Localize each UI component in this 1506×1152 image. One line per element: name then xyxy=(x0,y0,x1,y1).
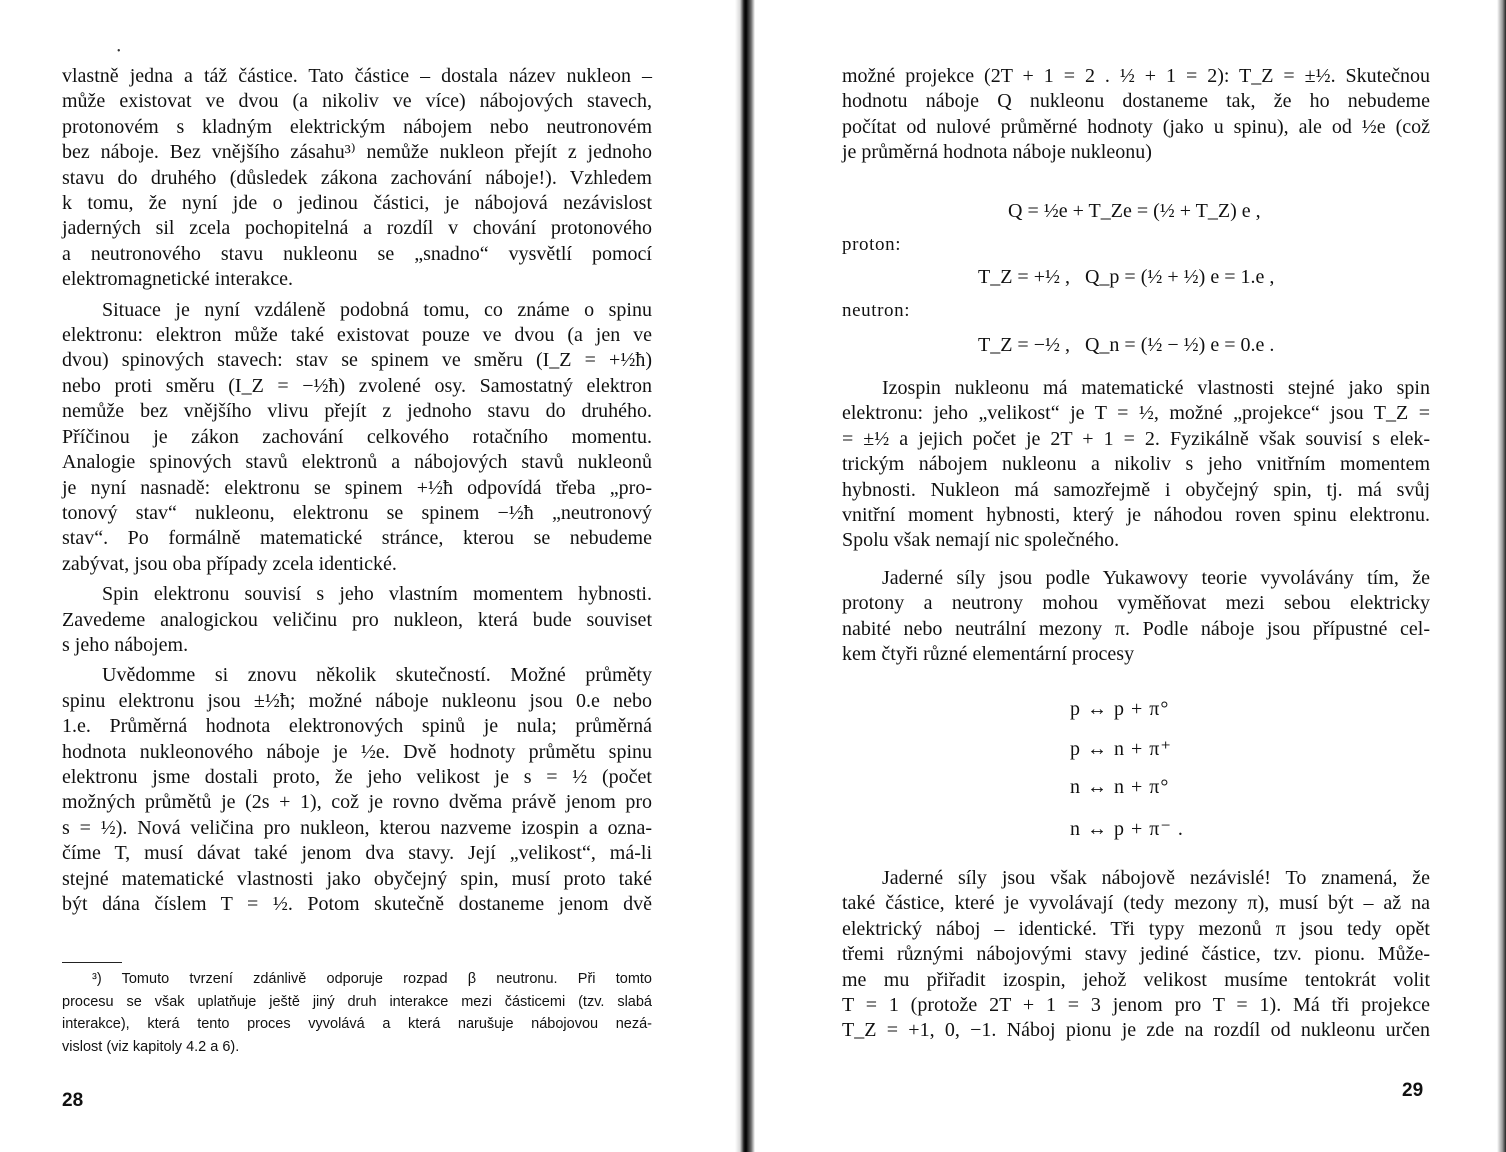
reaction-4: n ↔ p + π⁻ . xyxy=(1070,818,1184,840)
page-number-left: 28 xyxy=(62,1090,84,1111)
page-number-right: 29 xyxy=(1402,1080,1424,1101)
reaction-2: p ↔ n + π⁺ xyxy=(1070,738,1172,760)
equation-neutron: T_Z = −½ , Q_n = (½ − ½) e = 0.e . xyxy=(978,334,1275,356)
right-paragraph-1: možné projekce (2T + 1 = 2 . ½ + 1 = 2): T_Z = ±½. Skutečnou hodnotu náboje Q nukleonu dostaneme tak, že ho nebudeme počítat od nulové průměrné hodnoty (jako u spinu), ale od ½e (což je průměrná hodnota náboje nukleonu) xyxy=(842,65,1430,164)
label-proton: proton: xyxy=(842,234,902,255)
left-paragraph-1: vlastně jedna a táž částice. Tato částice – dostala název nukleon – může existovat ve dvou (a nikoliv ve více) nábojových stavech, protonovém s kladným elektrickým nábojem nebo neutronovém bez náboje. Bez vnějšího zásahu³⁾ nemůže nukleon přejít z jednoho stavu do druhého (důsledek zákona zachování náboje!). Vzhledem k tomu, že nyní jde o jedinou částici, je nábojová nezávislost jaderných sil zcela pochopitelná a rozdíl v chování protonového a neutronového stavu nukleonu se „snadno“ vysvětlí pomocí elektromagnetické interakce. xyxy=(62,65,652,291)
left-page: • vlastně jedna a táž částice. Tato částice – dostala název nukleon – může existovat ve dvou (a nikoliv ve více) nábojových stavech, protonovém s kladným elektrickým nábojem nebo neutronovém bez náboje. Bez vnějšího zásahu³⁾ nemůže nukleon přejít z jednoho stavu do druhého (důsledek zákona zachování náboje!). Vzhledem k tomu, že nyní jde o jedinou částici, je nábojová nezávislost jaderných sil zcela pochopitelná a rozdíl v chování protonového a neutronového stavu nukleonu se „snadno“ vysvětlí pomocí elektromagnetické interakce. Situace je nyní vzdáleně podobná tomu, co známe o spinu elektronu: elektron může také existovat pouze ve dvou (a jen ve dvou) spinových stavech: stav se spinem ve směru (I_Z = +½ħ) nebo proti směru (I_Z = −½ħ) zvolené osy. Samostatný elektron nemůže bez vnějšího vlivu přejít z jednoho stavu do druhého. Příčinou je zákon zachování celkového rotačního momentu. Analogie spinových stavů elektronů a nábojových stavů nukleonů je nyní nasnadě: elektronu se spinem +½ħ odpovídá třeba „pro- tonový stav“ nukleonu, elektronu se spinem −½ħ „neutronový stav“. Po formálně matematické stránce, kterou se nebudeme zabývat, jsou oba případy zcela identické. Spin elektronu souvisí s jeho vlastním momentem hybnosti. Zavedeme analogickou veličinu pro nukleon, která bude souviset s jeho nábojem. Uvědomme si znovu několik skutečností. Možné průměty spinu elektronu jsou ±½ħ; možné náboje nukleonu jsou 0.e nebo 1.e. Průměrná hodnota elektronových spinů je nula; průměrná hodnota nukleonového náboje je ½e. Dvě hodnoty průmětu spinu elektronu jsme dostali proto, že jeho velikost je s = ½ (počet možných průmětů je (2s + 1), což je rovno dvěma právě jenom pro s = ½). Nová veličina pro nukleon, kterou nazveme izospin a ozna- číme T, musí dávat také jenom dva stavy. Její „velikost“, má-li stejné matematické vlastnosti jako obyčejný spin, musí proto také být dána číslem T = ½. Potom skutečně dostaneme jenom dvě ³) Tomuto tvrzení zdánlivě odporuje rozpad β neutronu. Při tomto procesu se však uplatňuje ještě jiný druh interakce mezi částicemi (tzv. slabá interakce), která tento proces vyvolává a která narušuje nábojovou nezá- vislost (viz kapitoly 4.2 a 6). 28 xyxy=(62,46,652,1111)
footnote: ³) Tomuto tvrzení zdánlivě odporuje rozpad β neutronu. Při tomto procesu se však uplatňuje ještě jiný druh interakce mezi částicemi (tzv. slabá interakce), která tento proces vyvolává a která narušuje nábojovou nezá- vislost (viz kapitoly 4.2 a 6). xyxy=(62,971,652,1055)
left-paragraph-4: Uvědomme si znovu několik skutečností. Možné průměty spinu elektronu jsou ±½ħ; možné náboje nukleonu jsou 0.e nebo 1.e. Průměrná hodnota elektronových spinů je nula; průměrná hodnota nukleonového náboje je ½e. Dvě hodnoty průmětu spinu elektronu jsme dostali proto, že jeho velikost je s = ½ (počet možných průmětů je (2s + 1), což je rovno dvěma právě jenom pro s = ½). Nová veličina pro nukleon, kterou nazveme izospin a ozna- číme T, musí dávat také jenom dva stavy. Její „velikost“, má-li stejné matematické vlastnosti jako obyčejný spin, musí proto také být dána číslem T = ½. Potom skutečně dostaneme jenom dvě xyxy=(62,664,652,915)
left-text-column xyxy=(62,64,652,917)
label-neutron: neutron: xyxy=(842,300,911,321)
right-paragraph-4: Jaderné síly jsou však nábojově nezávislé! To znamená, že také částice, které je vyvolávají (tedy mezony π), musí být – až na elektrický náboj – identické. Tři typy mezonů π jsou tedy opět třemi různými nábojovými stavy jediné částice, tzv. pionu. Může- me mu přiřadit izospin, jehož velikost musíme tentokrát volit T = 1 (protože 2T + 1 = 3 jenom pro T = 1). Má tři projekce T_Z = +1, 0, −1. Náboj pionu je zde na rozdíl od nukleonu určen xyxy=(842,867,1430,1042)
equation-main: Q = ½e + T_Ze = (½ + T_Z) e , xyxy=(1008,200,1261,222)
right-page xyxy=(752,0,1506,1152)
footnote-rule xyxy=(62,962,122,963)
page-edge-shadow xyxy=(1497,0,1506,1152)
left-paragraph-2: Situace je nyní vzdáleně podobná tomu, co známe o spinu elektronu: elektron může také existovat pouze ve dvou (a jen ve dvou) spinových stavech: stav se spinem ve směru (I_Z = +½ħ) nebo proti směru (I_Z = −½ħ) zvolené osy. Samostatný elektron nemůže bez vnějšího vlivu přejít z jednoho stavu do druhého. Příčinou je zákon zachování celkového rotačního momentu. Analogie spinových stavů elektronů a nábojových stavů nukleonů je nyní nasnadě: elektronu se spinem +½ħ odpovídá třeba „pro- tonový stav“ nukleonu, elektronu se spinem −½ħ „neutronový stav“. Po formálně matematické stránce, kterou se nebudeme zabývat, jsou oba případy zcela identické. xyxy=(62,298,652,575)
reaction-1: p ↔ p + π° xyxy=(1070,698,1170,720)
equation-proton: T_Z = +½ , Q_p = (½ + ½) e = 1.e , xyxy=(978,266,1275,288)
right-paragraph-2: Izospin nukleonu má matematické vlastnosti stejné jako spin elektronu: jeho „velikost“ je T = ½, možné „projekce“ jsou T_Z = = ±½ a jejich počet je 2T + 1 = 2. Fyzikálně však souvisí s elek- trickým nábojem nukleonu a nikoliv s jeho vnitřním momentem hybnosti. Nukleon má samozřejmě i obyčejný spin, tj. má svůj vnitřní moment hybnosti, který je náhodou roven spinu elektronu. Spolu však nemají nic společného. xyxy=(842,377,1430,552)
left-paragraph-3: Spin elektronu souvisí s jeho vlastním momentem hybnosti. Zavedeme analogickou veličinu pro nukleon, která bude souviset s jeho nábojem. xyxy=(62,583,652,656)
right-paragraph-3: Jaderné síly jsou podle Yukawovy teorie vyvolávány tím, že protony a neutrony mohou vyměňovat mezi sebou elektricky nabité nebo neutrální mezony π. Podle náboje jsou přípustné cel- kem čtyři různé elementární procesy xyxy=(842,567,1430,666)
reaction-3: n ↔ n + π° xyxy=(1070,776,1170,798)
